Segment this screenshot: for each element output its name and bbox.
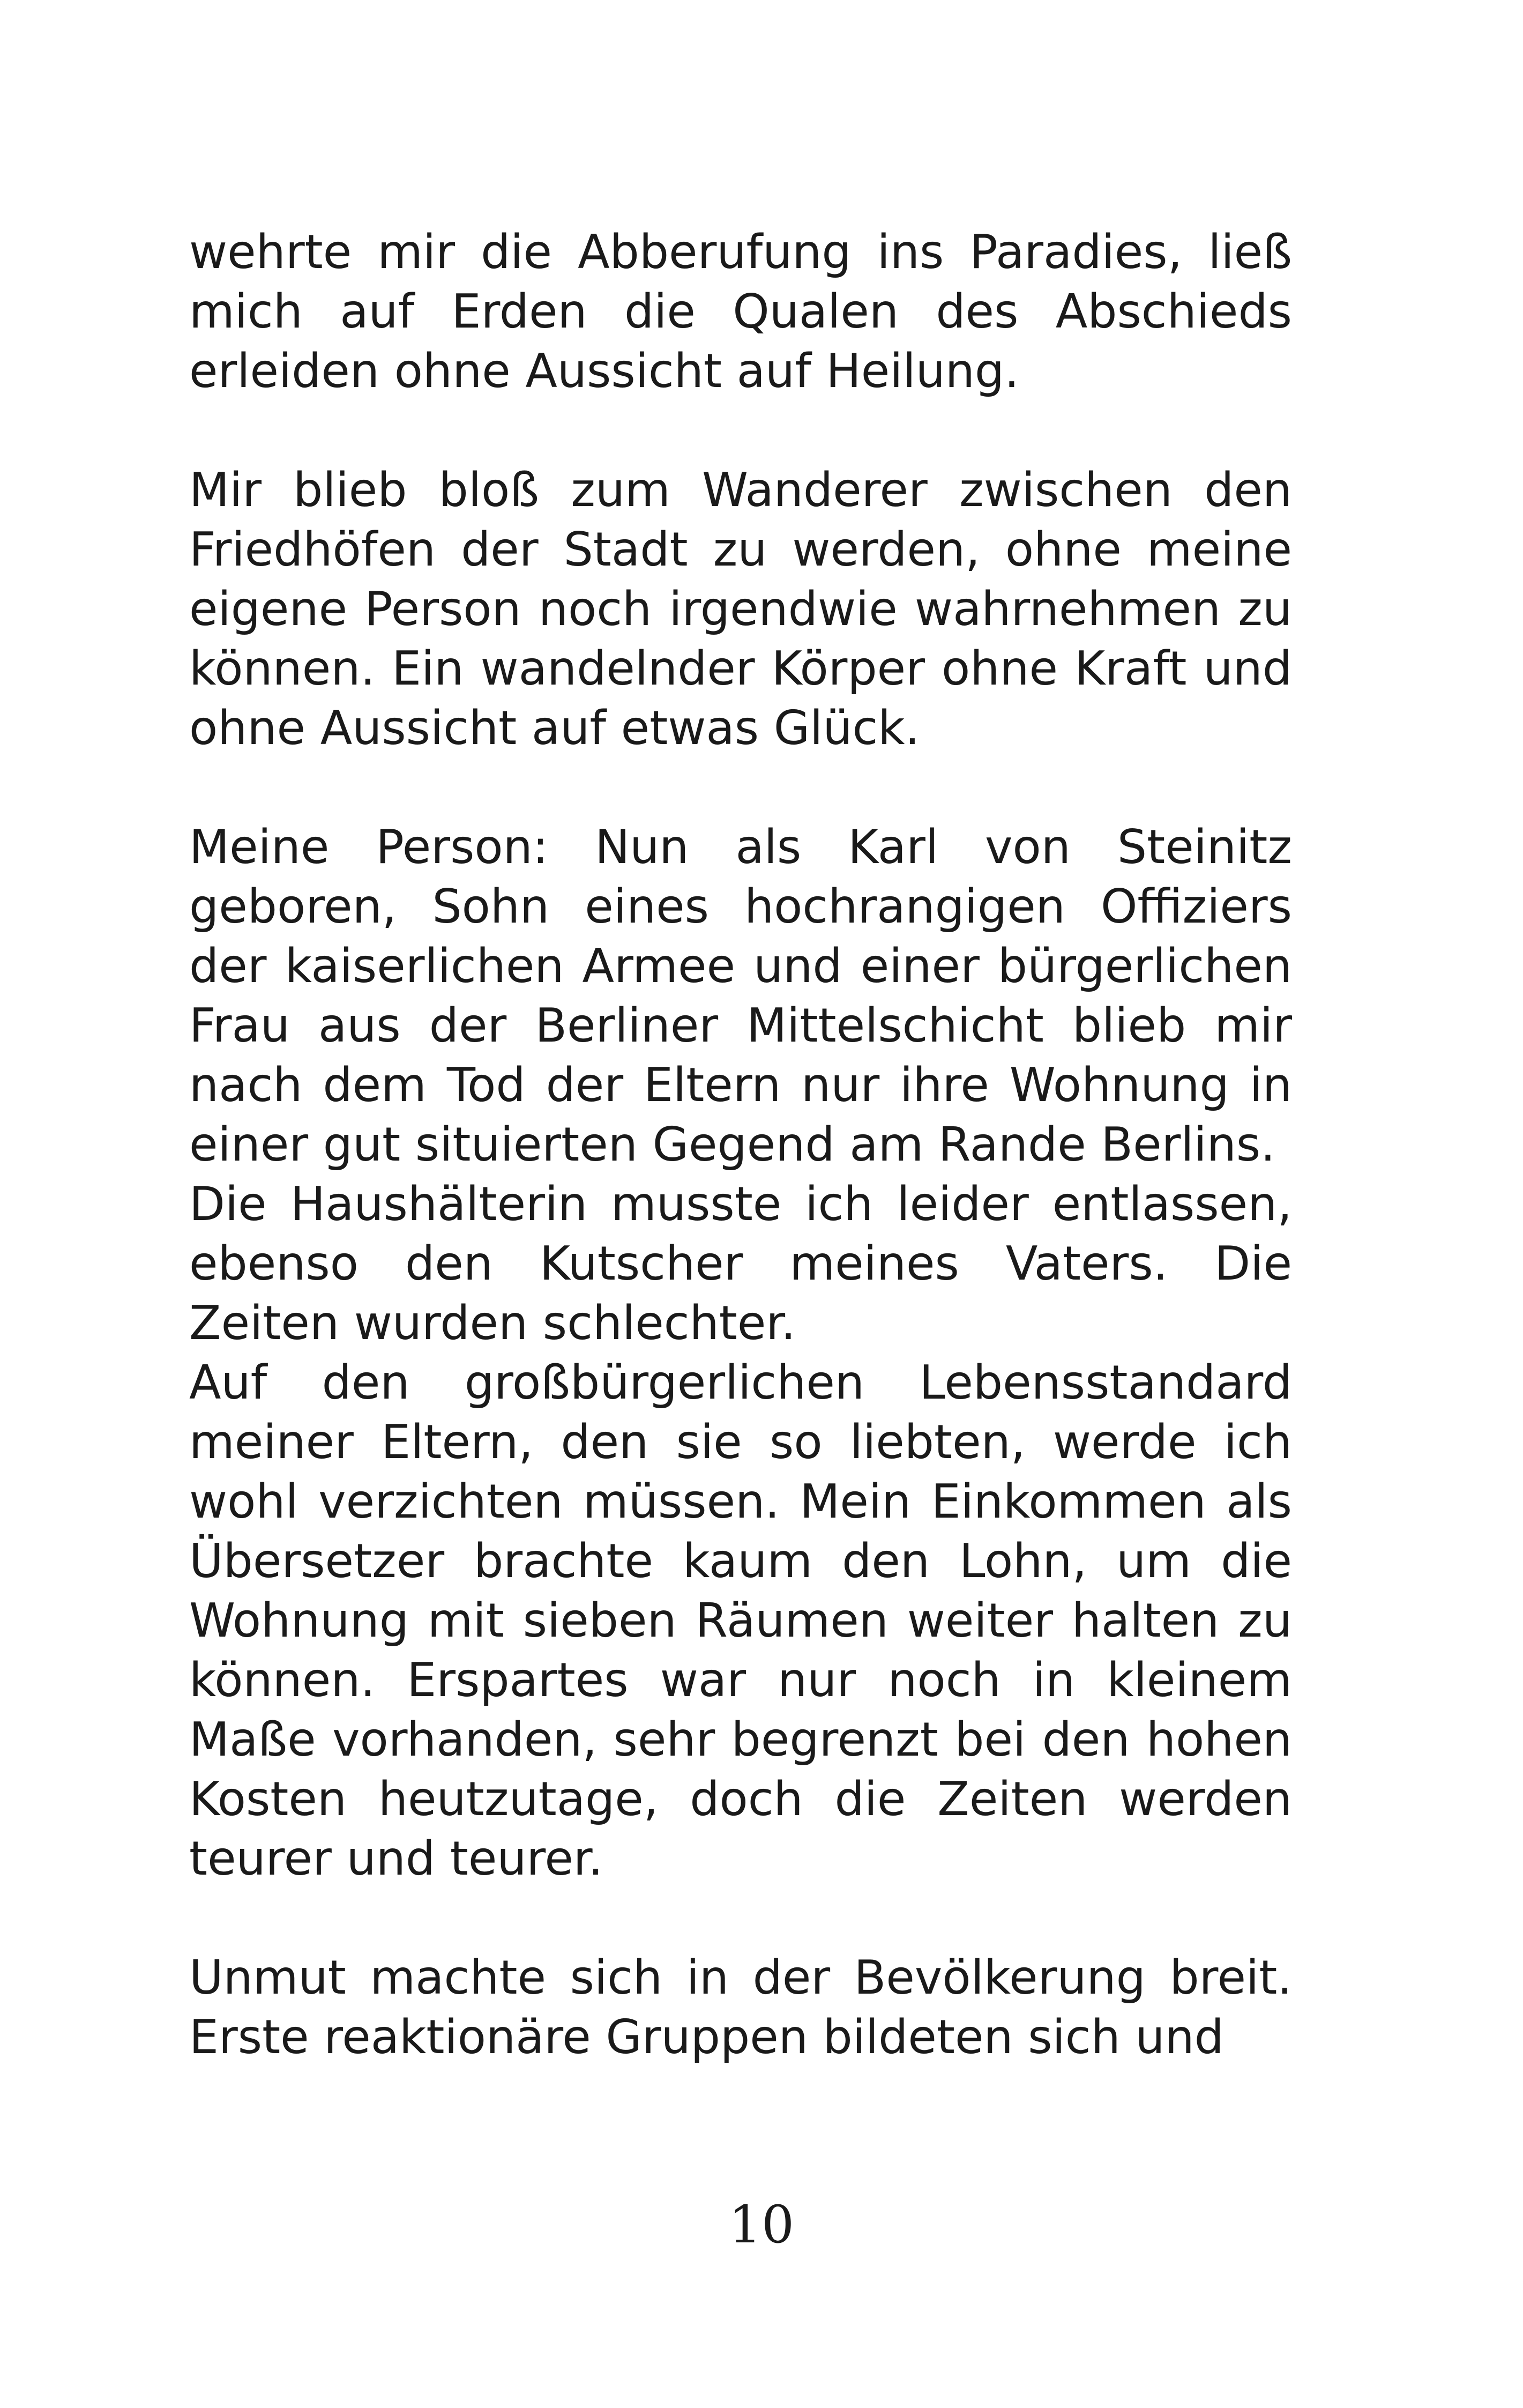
body-text (189, 222, 1292, 2067)
paragraph-2: Mir blieb bloß zum Wanderer zwischen den Friedhöfen der Stadt zu werden, ohne meine eigene Person noch irgendwie wahrnehmen zu können. Ein wandelnder Körper ohne Kraft und ohne Aussicht auf etwas Glück. (189, 463, 1292, 755)
paragraph-4: Die Haushälterin musste ich leider entlassen, ebenso den Kutscher meines Vaters. Die Zeiten wurden schlechter. (189, 1177, 1292, 1350)
paragraph-5: Auf den großbürgerlichen Lebensstandard meiner Eltern, den sie so liebten, werde ich wohl verzichten müssen. Mein Einkommen als Übersetzer brachte kaum den Lohn, um die Wohnung mit sieben Räumen weiter halten zu können. Erspartes war nur noch in kleinem Maße vorhanden, sehr begrenzt bei den hohen Kosten heutzutage, doch die Zeiten werden teurer und teurer. (189, 1355, 1292, 1886)
page-number: 10 (728, 2195, 795, 2255)
paragraph-1: wehrte mir die Abberufung ins Paradies, ließ mich auf Erden die Qualen des Abschieds erleiden ohne Aussicht auf Heilung. (189, 225, 1292, 398)
paragraph-3: Meine Person: Nun als Karl von Steinitz geboren, Sohn eines hochrangigen Offiziers der kaiserlichen Armee und einer bürgerlichen Frau aus der Berliner Mittelschicht blieb mir nach dem Tod der Eltern nur ihre Wohnung in einer gut situierten Gegend am Rande Berlins. (189, 820, 1292, 1172)
paragraph-6: Unmut machte sich in der Bevölkerung breit. Erste reaktionäre Gruppen bildeten sich und (189, 1950, 1292, 2064)
